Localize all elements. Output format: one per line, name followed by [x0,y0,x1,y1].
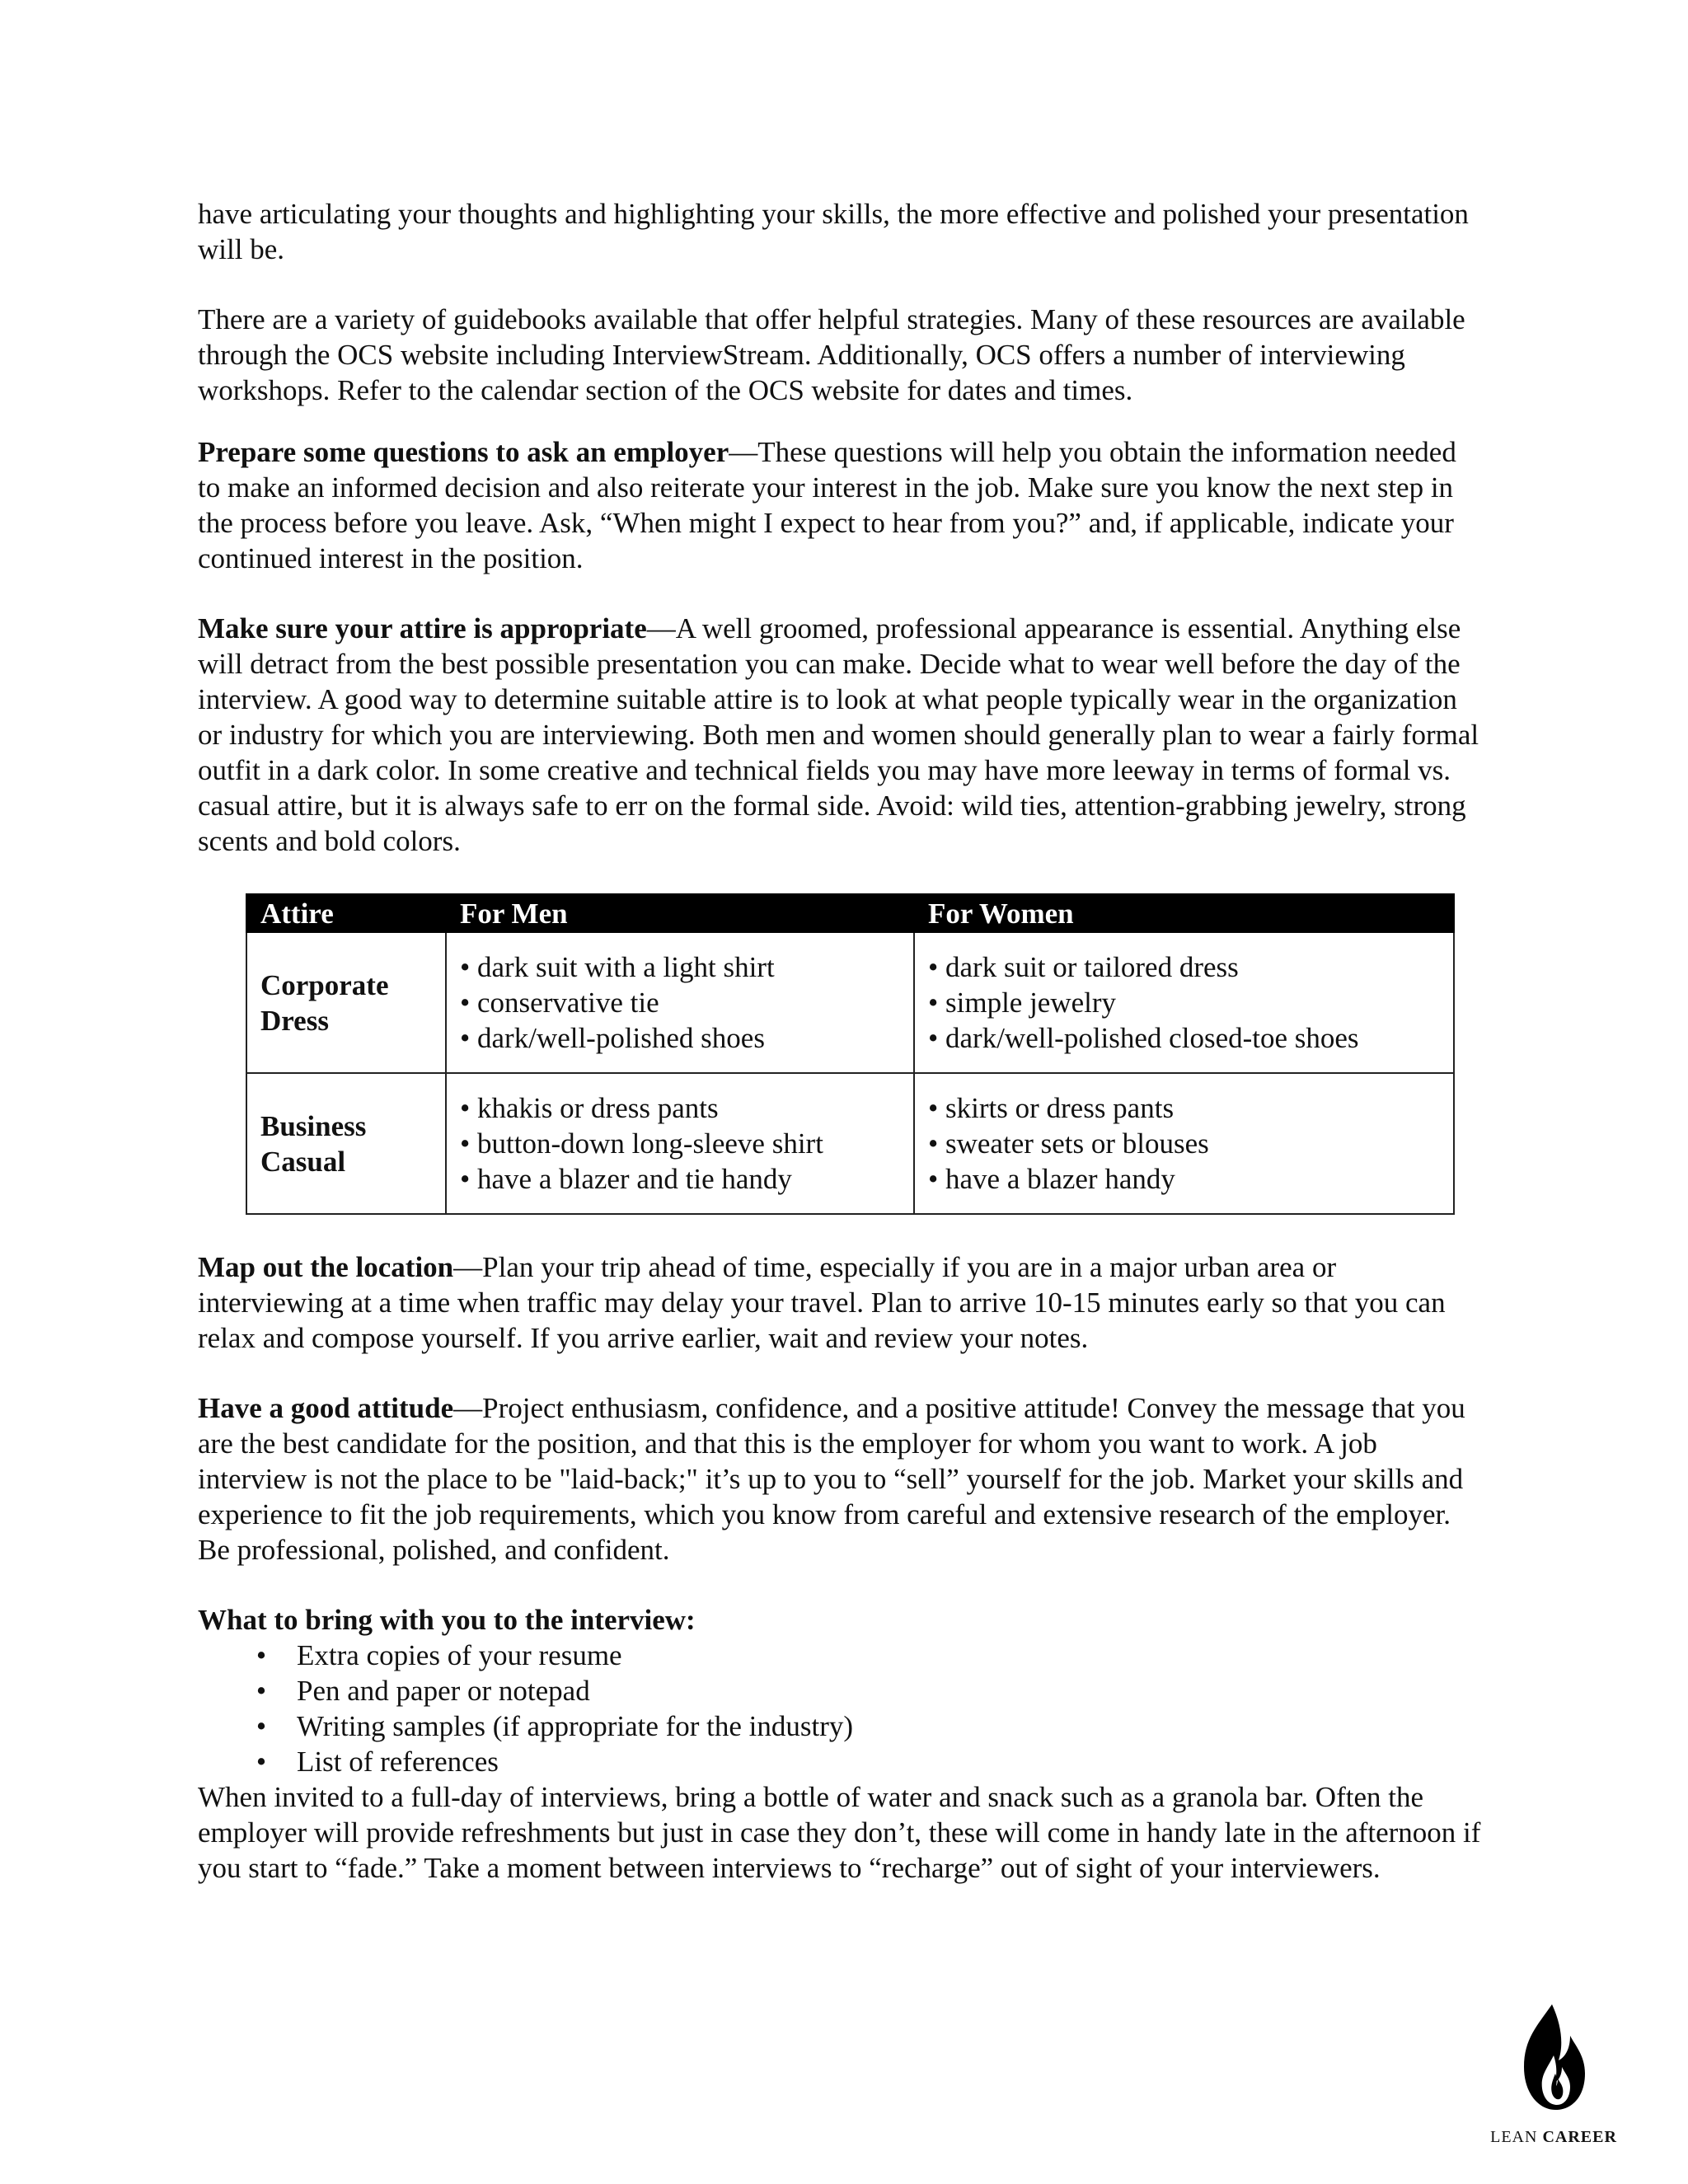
list-item-text: List of references [297,1746,499,1778]
table-header-row [246,894,1454,932]
location-heading: Map out the location [198,1251,454,1283]
women-cell [914,932,1454,1073]
logo-word-lean: LEAN [1490,2128,1538,2146]
list-item: • have a blazer handy [928,1163,1175,1195]
bullet-icon: • [256,1675,267,1707]
lean-career-logo [1471,2003,1636,2159]
bring-closing-paragraph: When invited to a full-day of interviews, bring a bottle of water and snack such as a granola bar. Often the employer will provide refreshments but just in case they don’t, these will come in handy late in the afternoon if you start to “fade.” Take a moment between interviews to “recharge” out of sight of your interviewers. [198,1781,1481,1884]
row-label-line: Dress [260,1004,329,1037]
table-row [246,1073,1454,1214]
attire-table [246,893,1455,1215]
bullet-icon: • [256,1639,267,1671]
list-item [249,1673,1484,1708]
intro-paragraph: have articulating your thoughts and highlighting your skills, the more effective and polished your presentation will be. [198,198,1469,265]
list-item [249,1708,1484,1744]
attire-table-wrapper [198,893,1484,1215]
bullet-icon: • [256,1710,267,1742]
list-item [249,1638,1484,1673]
list-item [249,1744,1484,1779]
attire-heading: Make sure your attire is appropriate [198,612,647,644]
logo-wordmark [1471,2128,1636,2147]
list-item: • button-down long-sleeve shirt [460,1127,823,1160]
list-item: • khakis or dress pants [460,1092,719,1124]
flame-icon [1512,2003,1595,2118]
men-cell [446,1073,914,1214]
bring-heading [198,1602,1484,1638]
table-header-attire: Attire [246,894,446,932]
list-item: • skirts or dress pants [928,1092,1175,1124]
list-item-text: Extra copies of your resume [297,1639,622,1671]
list-item: • dark/well-polished closed-toe shoes [928,1022,1359,1054]
table-header-men: For Men [446,894,914,932]
questions-heading: Prepare some questions to ask an employer [198,436,729,468]
list-item-text: Writing samples (if appropriate for the industry) [297,1710,854,1742]
men-cell [446,932,914,1073]
bring-heading-text: What to bring with you to the interview: [198,1604,696,1636]
table-header-women: For Women [914,894,1454,932]
list-item: • dark suit or tailored dress [928,951,1239,983]
list-item: • sweater sets or blouses [928,1127,1209,1160]
location-body: —Plan your trip ahead of time, especially if you are in a major urban area or interviewing at a time when traffic may delay your travel. Plan to arrive 10-15 minutes early so that you can relax and compose yourself. If you arrive earlier, wait and review your notes. [198,1251,1446,1354]
list-item-text: Pen and paper or notepad [297,1675,590,1707]
questions-paragraph [198,434,1484,576]
list-item: • conservative tie [460,987,659,1019]
document-body [198,196,1484,1886]
row-label-line: Business [260,1109,367,1142]
attitude-paragraph [198,1390,1484,1568]
table-row [246,932,1454,1073]
attitude-body: —Project enthusiasm, confidence, and a positive attitude! Convey the message that you are the best candidate for the position, and that this is the employer for whom you want to work. A job interview is not the place to be "laid-back;" it’s up to you to “sell” yourself for the job. Market your skills and experience to fit the job requirements, which you know from careful and extensive research of the employer. Be professional, polished, and confident. [198,1392,1465,1566]
bullet-icon: • [256,1746,267,1778]
row-label [246,932,446,1073]
row-label [246,1073,446,1214]
attitude-heading: Have a good attitude [198,1392,454,1424]
location-paragraph [198,1249,1484,1356]
row-label-line: Casual [260,1145,346,1178]
logo-word-career: CAREER [1542,2128,1617,2146]
questions-body: —These questions will help you obtain the information needed to make an informed decision and also reiterate your interest in the job. Make sure you know the next step in the process before you leave. Ask, “When might I expect to hear from you?” and, if applicable, indicate your continued interest in the position. [198,436,1456,574]
row-label-line: Corporate [260,968,389,1001]
attire-paragraph [198,611,1484,859]
list-item: • dark/well-polished shoes [460,1022,765,1054]
list-item: • dark suit with a light shirt [460,951,775,983]
bring-list [198,1638,1484,1779]
list-item: • have a blazer and tie handy [460,1163,792,1195]
guidebooks-paragraph: There are a variety of guidebooks available that offer helpful strategies. Many of these resources are available through the OCS website including InterviewStream. Additionally, OCS offers a number of interviewing workshops. Refer to the calendar section of the OCS website for dates and times. [198,303,1465,406]
list-item: • simple jewelry [928,987,1117,1019]
women-cell [914,1073,1454,1214]
attire-body: —A well groomed, professional appearance is essential. Anything else will detract from the best possible presentation you can make. Decide what to wear well before the day of the interview. A good way to determine suitable attire is to look at what people typically wear in the organization or industry for which you are interviewing. Both men and women should generally plan to wear a fairly formal outfit in a dark color. In some creative and technical fields you may have more leeway in terms of formal vs. casual attire, but it is always safe to err on the formal side. Avoid: wild ties, attention-grabbing jewelry, strong scents and bold colors. [198,612,1479,857]
